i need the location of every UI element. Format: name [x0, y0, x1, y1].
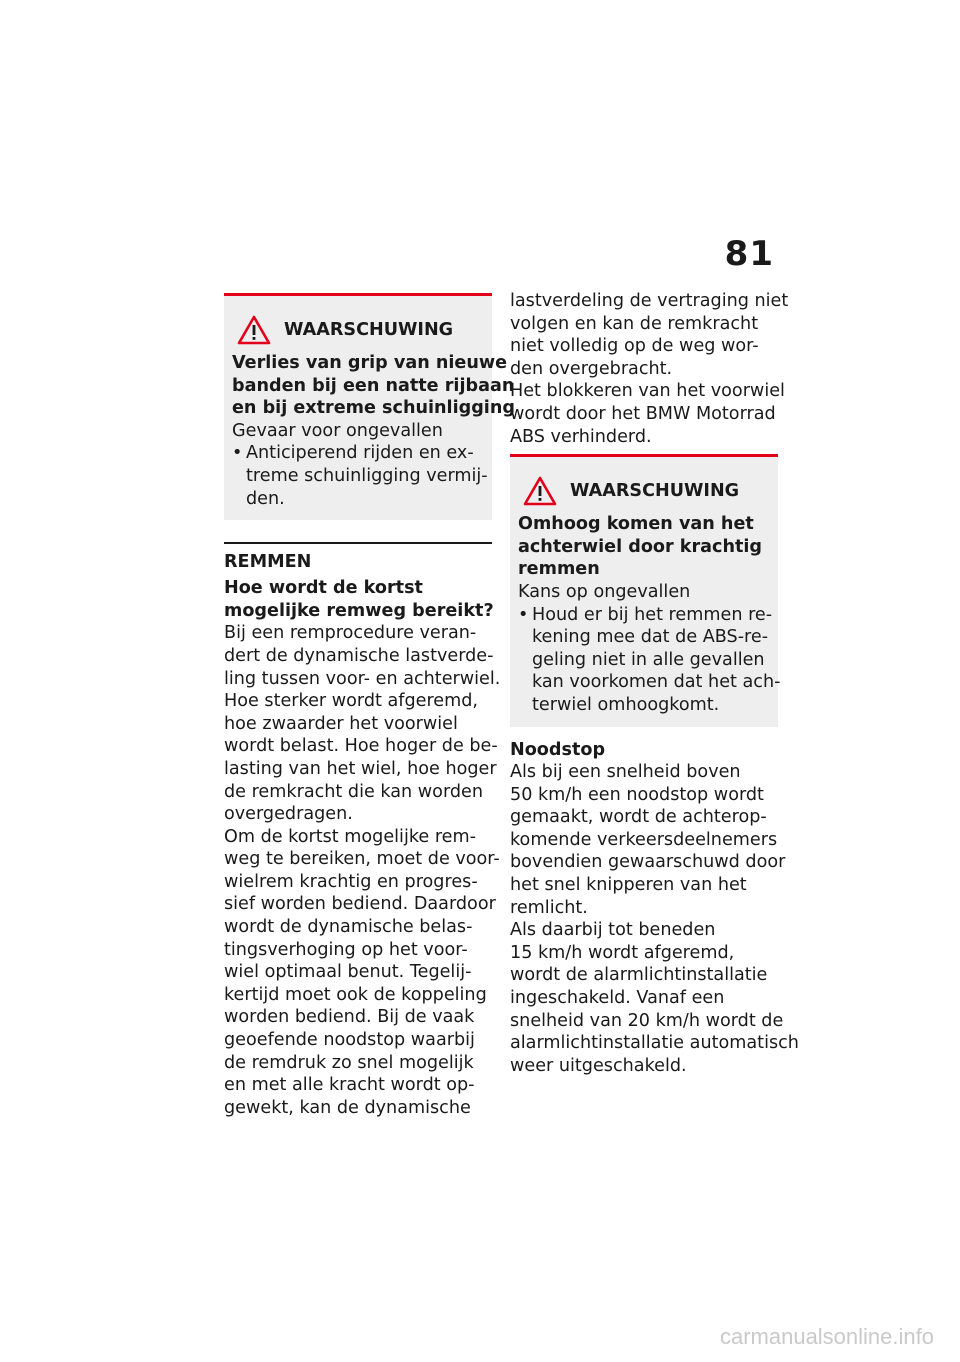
- text-line: Om de kortst mogelijke rem-: [224, 826, 476, 847]
- text-line: kening mee dat de ABS-re-: [532, 627, 769, 648]
- continuation-text: [510, 290, 789, 448]
- text-line: Als bij een snelheid boven: [510, 762, 741, 783]
- text-line: lasting van het wiel, hoe hoger: [224, 758, 497, 779]
- text-line: weer uitgeschakeld.: [510, 1055, 687, 1076]
- text-line: tingsverhoging op het voor-: [224, 939, 468, 960]
- text-line: kertijd moet ook de koppeling: [224, 984, 487, 1005]
- text-line: lastverdeling de vertraging niet: [510, 291, 789, 311]
- text-line: wordt belast. Hoe hoger de be-: [224, 736, 498, 757]
- text-line: Kans op ongevallen: [518, 581, 691, 602]
- text-line: wielrem krachtig en progres-: [224, 871, 478, 892]
- noodstop-text: [510, 761, 799, 1077]
- right-column: [510, 290, 799, 1077]
- text-line: de remkracht die kan worden: [224, 781, 484, 802]
- warning-statement: [232, 352, 515, 420]
- text-line: 15 km/h wordt afgeremd,: [510, 942, 735, 963]
- text-line: terwiel omhoogkomt.: [532, 694, 720, 715]
- text-line: hoe zwaarder het voorwiel: [224, 713, 458, 734]
- text-line: den overgebracht.: [510, 358, 673, 379]
- text-line: Hoe sterker wordt afgeremd,: [224, 691, 479, 712]
- warning-header: [518, 469, 770, 513]
- text-line: Anticiperend rijden en ex-: [246, 443, 474, 464]
- body-text: [224, 622, 501, 1119]
- text-line: geling niet in alle gevallen: [532, 649, 765, 670]
- text-line: de remdruk zo snel mogelijk: [224, 1052, 474, 1073]
- text-line: wordt door het BMW Motorrad: [510, 403, 776, 424]
- bullet-icon: •: [232, 443, 243, 464]
- warning-triangle-icon: [236, 314, 272, 346]
- text-line: mogelijke remweg bereikt?: [224, 600, 494, 621]
- warning-box-rear-wheel: [510, 454, 781, 726]
- text-line: Omhoog komen van het: [518, 514, 754, 535]
- text-line: banden bij een natte rijbaan: [232, 375, 515, 396]
- text-line: gewekt, kan de dynamische: [224, 1097, 471, 1118]
- text-line: Houd er bij het remmen re-: [532, 604, 773, 625]
- text-line: snelheid van 20 km/h wordt de: [510, 1010, 784, 1031]
- subheading: [224, 577, 492, 622]
- warning-box-grip: [224, 293, 515, 520]
- text-line: wordt de alarmlichtinstallatie: [510, 965, 768, 986]
- text-line: het snel knipperen van het: [510, 875, 747, 896]
- text-line: Verlies van grip van nieuwe: [232, 353, 508, 373]
- text-line: alarmlichtinstallatie automatisch: [510, 1033, 799, 1054]
- text-line: treme schuinligging vermij-: [246, 465, 488, 486]
- text-line: 50 km/h een noodstop wordt: [510, 784, 764, 805]
- warning-title: WAARSCHUWING: [570, 481, 740, 502]
- text-line: wordt de dynamische belas-: [224, 917, 473, 938]
- text-line: weg te bereiken, moet de voor-: [224, 849, 500, 870]
- text-line: remmen: [518, 559, 600, 580]
- text-line: remlicht.: [510, 897, 588, 918]
- text-line: ling tussen voor- en achterwiel.: [224, 668, 501, 689]
- section-title: REMMEN: [224, 542, 492, 575]
- text-line: komende verkeersdeelnemers: [510, 829, 778, 850]
- bullet-icon: •: [518, 604, 529, 625]
- warning-risk: [232, 420, 484, 443]
- watermark: carmanualsonline.info: [719, 1324, 934, 1349]
- text-line: Het blokkeren van het voorwiel: [510, 381, 785, 402]
- text-line: Hoe wordt de kortst: [224, 578, 423, 599]
- text-line: niet volledig op de weg wor-: [510, 336, 759, 357]
- warning-statement: [518, 513, 770, 581]
- text-line: volgen en kan de remkracht: [510, 313, 759, 334]
- text-line: ingeschakeld. Vanaf een: [510, 988, 725, 1009]
- noodstop-heading: Noodstop: [510, 739, 606, 760]
- text-line: Als daarbij tot beneden: [510, 920, 716, 941]
- left-column: [224, 293, 515, 1119]
- warning-risk: [518, 581, 770, 604]
- text-line: en bij extreme schuinligging: [232, 398, 515, 419]
- text-line: bovendien gewaarschuwd door: [510, 852, 786, 873]
- text-line: overgedragen.: [224, 804, 353, 825]
- text-line: ABS verhinderd.: [510, 426, 652, 447]
- warning-bullet: [232, 442, 488, 510]
- warning-title: WAARSCHUWING: [284, 320, 454, 340]
- text-line: sief worden bediend. Daardoor: [224, 894, 496, 915]
- warning-header: [232, 308, 484, 352]
- text-line: wiel optimaal benut. Tegelij-: [224, 962, 472, 983]
- text-line: gemaakt, wordt de achterop-: [510, 807, 767, 828]
- text-line: kan voorkomen dat het ach-: [532, 672, 781, 693]
- text-line: en met alle kracht wordt op-: [224, 1075, 475, 1096]
- warning-bullet: [518, 604, 781, 717]
- text-line: dert de dynamische lastverde-: [224, 645, 494, 666]
- text-line: den.: [246, 488, 285, 509]
- text-line: Gevaar voor ongevallen: [232, 420, 443, 441]
- text-line: geoefende noodstop waarbij: [224, 1030, 475, 1051]
- text-line: worden bediend. Bij de vaak: [224, 1007, 475, 1028]
- text-line: Bij een remprocedure veran-: [224, 623, 477, 644]
- text-line: achterwiel door krachtig: [518, 536, 763, 557]
- warning-triangle-icon: [522, 475, 558, 507]
- page-number: 81: [724, 234, 774, 274]
